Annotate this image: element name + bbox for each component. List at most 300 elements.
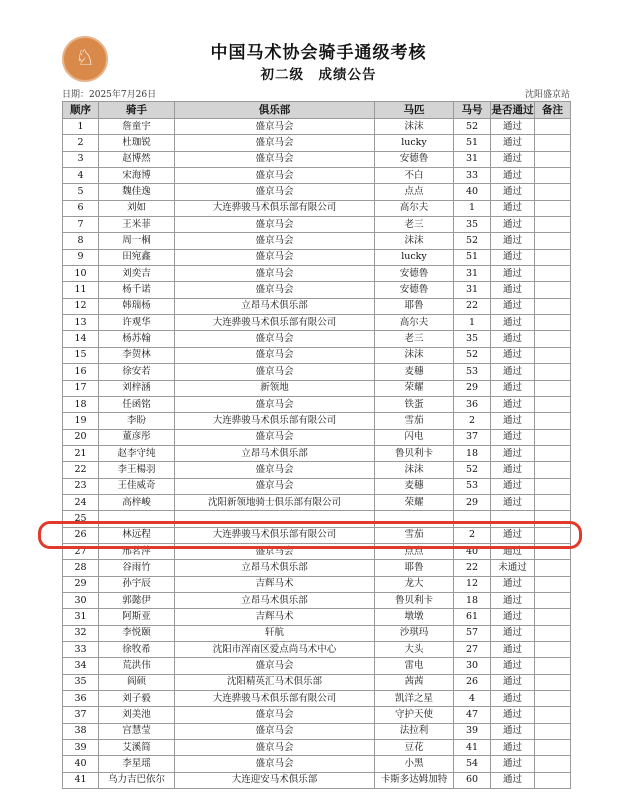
rider-cell: 刘梓涵 — [99, 380, 175, 396]
horse-cell: 龙大 — [375, 576, 454, 592]
remark-cell — [535, 756, 571, 772]
table-row — [63, 691, 571, 707]
order-cell: 17 — [63, 380, 99, 396]
club-cell: 大连骅骏马术俱乐部有限公司 — [175, 527, 375, 543]
remark-cell — [535, 576, 571, 592]
horse-number-cell: 52 — [454, 233, 491, 249]
association-logo: ♘ — [62, 36, 108, 82]
rider-cell: 阎硕 — [99, 674, 175, 690]
order-cell: 4 — [63, 168, 99, 184]
club-cell: 盛京马会 — [175, 184, 375, 200]
remark-cell — [535, 249, 571, 265]
club-cell: 盛京马会 — [175, 151, 375, 167]
horse-cell: 高尔夫 — [375, 315, 454, 331]
remark-cell — [535, 723, 571, 739]
club-cell: 盛京马会 — [175, 168, 375, 184]
club-cell: 立昂马术俱乐部 — [175, 445, 375, 461]
pass-cell: 通过 — [491, 151, 535, 167]
rider-cell: 徐牧希 — [99, 642, 175, 658]
pass-cell: 通过 — [491, 642, 535, 658]
horse-number-cell: 36 — [454, 396, 491, 412]
pass-cell: 通过 — [491, 249, 535, 265]
table-row — [63, 413, 571, 429]
horse-number-cell: 33 — [454, 168, 491, 184]
pass-cell: 通过 — [491, 445, 535, 461]
rider-cell: 李悦颐 — [99, 625, 175, 641]
pass-cell: 通过 — [491, 658, 535, 674]
remark-cell — [535, 772, 571, 788]
table-row — [63, 151, 571, 167]
remark-cell — [535, 609, 571, 625]
order-cell: 41 — [63, 772, 99, 788]
rider-cell: 李盼 — [99, 413, 175, 429]
horse-number-cell: 53 — [454, 364, 491, 380]
remark-cell — [535, 642, 571, 658]
pass-cell: 通过 — [491, 462, 535, 478]
order-cell: 31 — [63, 609, 99, 625]
remark-cell — [535, 168, 571, 184]
club-cell: 大连迎安马术俱乐部 — [175, 772, 375, 788]
horse-number-cell: 30 — [454, 658, 491, 674]
remark-cell — [535, 560, 571, 576]
table-row — [63, 543, 571, 559]
table-row — [63, 494, 571, 510]
horse-cell: 铁蛋 — [375, 396, 454, 412]
rider-cell: 董彦彤 — [99, 429, 175, 445]
horse-number-cell: 51 — [454, 249, 491, 265]
col-header-horse-number: 马号 — [454, 102, 491, 119]
rider-cell: 徐安若 — [99, 364, 175, 380]
horse-number-cell: 1 — [454, 315, 491, 331]
pass-cell: 通过 — [491, 233, 535, 249]
pass-cell: 通过 — [491, 119, 535, 135]
rider-cell: 魏佳逸 — [99, 184, 175, 200]
rider-cell: 田宛鑫 — [99, 249, 175, 265]
order-cell: 11 — [63, 282, 99, 298]
order-cell: 39 — [63, 740, 99, 756]
rider-cell: 郭懿伊 — [99, 592, 175, 608]
club-cell: 大连骅骏马术俱乐部有限公司 — [175, 200, 375, 216]
pass-cell: 通过 — [491, 494, 535, 510]
pass-cell: 通过 — [491, 184, 535, 200]
table-row — [63, 658, 571, 674]
pass-cell: 通过 — [491, 135, 535, 151]
club-cell: 新领地 — [175, 380, 375, 396]
horse-cell: 墩墩 — [375, 609, 454, 625]
club-cell: 盛京马会 — [175, 543, 375, 559]
table-row — [63, 772, 571, 788]
club-cell: 立昂马术俱乐部 — [175, 560, 375, 576]
order-cell: 3 — [63, 151, 99, 167]
horse-cell: 麦穗 — [375, 478, 454, 494]
order-cell: 12 — [63, 298, 99, 314]
col-header-remark: 备注 — [535, 102, 571, 119]
pass-cell: 未通过 — [491, 560, 535, 576]
rider-cell: 高梓峻 — [99, 494, 175, 510]
table-row — [63, 756, 571, 772]
club-cell: 盛京马会 — [175, 478, 375, 494]
remark-cell — [535, 511, 571, 527]
club-cell: 大连骅骏马术俱乐部有限公司 — [175, 691, 375, 707]
club-cell: 盛京马会 — [175, 658, 375, 674]
remark-cell — [535, 119, 571, 135]
club-cell: 沈阳精英汇马术俱乐部 — [175, 674, 375, 690]
horse-number-cell: 37 — [454, 429, 491, 445]
horse-number-cell: 40 — [454, 543, 491, 559]
rider-cell: 杨苏翰 — [99, 331, 175, 347]
table-row — [63, 282, 571, 298]
rider-cell: 林远程 — [99, 527, 175, 543]
club-cell — [175, 511, 375, 527]
rider-cell: 刘子毅 — [99, 691, 175, 707]
order-cell: 20 — [63, 429, 99, 445]
horse-number-cell: 54 — [454, 756, 491, 772]
horse-cell: 安德鲁 — [375, 151, 454, 167]
pass-cell: 通过 — [491, 396, 535, 412]
remark-cell — [535, 445, 571, 461]
order-cell: 5 — [63, 184, 99, 200]
rider-cell: 宫慧莹 — [99, 723, 175, 739]
col-header-order: 顺序 — [63, 102, 99, 119]
remark-cell — [535, 707, 571, 723]
club-cell: 吉辉马术 — [175, 609, 375, 625]
table-row — [63, 249, 571, 265]
horse-number-cell — [454, 511, 491, 527]
horse-cell: 点点 — [375, 543, 454, 559]
remark-cell — [535, 462, 571, 478]
table-row — [63, 364, 571, 380]
rider-cell: 乌力吉巴依尔 — [99, 772, 175, 788]
remark-cell — [535, 135, 571, 151]
table-row — [63, 576, 571, 592]
horse-number-cell: 2 — [454, 413, 491, 429]
remark-cell — [535, 691, 571, 707]
horse-number-cell: 27 — [454, 642, 491, 658]
horse-cell: 雪茄 — [375, 527, 454, 543]
club-cell: 盛京马会 — [175, 756, 375, 772]
horse-cell: lucky — [375, 249, 454, 265]
order-cell: 30 — [63, 592, 99, 608]
table-row — [63, 511, 571, 527]
order-cell: 6 — [63, 200, 99, 216]
horse-cell: 雷电 — [375, 658, 454, 674]
club-cell: 盛京马会 — [175, 396, 375, 412]
horse-number-cell: 22 — [454, 560, 491, 576]
pass-cell: 通过 — [491, 380, 535, 396]
horse-number-cell: 1 — [454, 200, 491, 216]
pass-cell: 通过 — [491, 364, 535, 380]
order-cell: 10 — [63, 266, 99, 282]
club-cell: 盛京马会 — [175, 217, 375, 233]
table-row — [63, 168, 571, 184]
horse-number-cell: 29 — [454, 494, 491, 510]
pass-cell: 通过 — [491, 609, 535, 625]
order-cell: 35 — [63, 674, 99, 690]
pass-cell: 通过 — [491, 576, 535, 592]
horse-cell: 麦穗 — [375, 364, 454, 380]
remark-cell — [535, 217, 571, 233]
pass-cell: 通过 — [491, 543, 535, 559]
table-row — [63, 396, 571, 412]
club-cell: 沈阳新领地骑士俱乐部有限公司 — [175, 494, 375, 510]
remark-cell — [535, 315, 571, 331]
club-cell: 盛京马会 — [175, 740, 375, 756]
col-header-rider: 骑手 — [99, 102, 175, 119]
rider-cell: 谷雨竹 — [99, 560, 175, 576]
horse-cell: 守护天使 — [375, 707, 454, 723]
horse-number-cell: 31 — [454, 266, 491, 282]
pass-cell: 通过 — [491, 331, 535, 347]
horse-number-cell: 47 — [454, 707, 491, 723]
table-row — [63, 609, 571, 625]
table-row — [63, 527, 571, 543]
horse-cell: 高尔夫 — [375, 200, 454, 216]
rider-cell: 赵李守纯 — [99, 445, 175, 461]
order-cell: 38 — [63, 723, 99, 739]
remark-cell — [535, 282, 571, 298]
table-row — [63, 200, 571, 216]
table-row — [63, 217, 571, 233]
rider-cell: 艾溪简 — [99, 740, 175, 756]
order-cell: 33 — [63, 642, 99, 658]
club-cell: 盛京马会 — [175, 462, 375, 478]
horse-number-cell: 40 — [454, 184, 491, 200]
order-cell: 23 — [63, 478, 99, 494]
rider-cell: 周一桐 — [99, 233, 175, 249]
rider-cell: 詹童宇 — [99, 119, 175, 135]
table-row — [63, 315, 571, 331]
order-cell: 21 — [63, 445, 99, 461]
pass-cell: 通过 — [491, 723, 535, 739]
horse-cell: 沫沫 — [375, 233, 454, 249]
rider-cell: 阿斯亚 — [99, 609, 175, 625]
order-cell: 8 — [63, 233, 99, 249]
club-cell: 大连骅骏马术俱乐部有限公司 — [175, 315, 375, 331]
pass-cell: 通过 — [491, 740, 535, 756]
horse-cell: 老三 — [375, 217, 454, 233]
rider-cell: 李贺林 — [99, 347, 175, 363]
order-cell: 9 — [63, 249, 99, 265]
club-cell: 轩航 — [175, 625, 375, 641]
horse-cell — [375, 511, 454, 527]
remark-cell — [535, 266, 571, 282]
horse-number-cell: 26 — [454, 674, 491, 690]
remark-cell — [535, 625, 571, 641]
club-cell: 盛京马会 — [175, 135, 375, 151]
horse-number-cell: 57 — [454, 625, 491, 641]
remark-cell — [535, 151, 571, 167]
rider-cell: 李王楊羽 — [99, 462, 175, 478]
pass-cell: 通过 — [491, 217, 535, 233]
order-cell: 25 — [63, 511, 99, 527]
horse-cell: 鲁贝利卡 — [375, 445, 454, 461]
order-cell: 28 — [63, 560, 99, 576]
horse-cell: 安德鲁 — [375, 282, 454, 298]
horse-cell: 不白 — [375, 168, 454, 184]
horse-number-cell: 22 — [454, 298, 491, 314]
horse-cell: 沫沫 — [375, 119, 454, 135]
table-row — [63, 674, 571, 690]
horse-number-cell: 4 — [454, 691, 491, 707]
horse-cell: 茜茜 — [375, 674, 454, 690]
order-cell: 40 — [63, 756, 99, 772]
pass-cell: 通过 — [491, 282, 535, 298]
order-cell: 19 — [63, 413, 99, 429]
rider-cell: 王佳威奇 — [99, 478, 175, 494]
order-cell: 18 — [63, 396, 99, 412]
rider-cell: 任函铭 — [99, 396, 175, 412]
order-cell: 7 — [63, 217, 99, 233]
pass-cell: 通过 — [491, 168, 535, 184]
header-row — [63, 102, 571, 119]
pass-cell: 通过 — [491, 691, 535, 707]
pass-cell: 通过 — [491, 756, 535, 772]
club-cell: 盛京马会 — [175, 429, 375, 445]
horse-cell: 耶鲁 — [375, 560, 454, 576]
horse-number-cell: 12 — [454, 576, 491, 592]
page-title: 中国马术协会骑手通级考核 — [210, 43, 427, 63]
order-cell: 34 — [63, 658, 99, 674]
horse-cell: 豆花 — [375, 740, 454, 756]
table-row — [63, 347, 571, 363]
exam-date: 日期：2025年7月26日 — [62, 90, 157, 100]
horse-cell: 闪电 — [375, 429, 454, 445]
pass-cell: 通过 — [491, 772, 535, 788]
club-cell: 盛京马会 — [175, 233, 375, 249]
table-row — [63, 592, 571, 608]
horse-cell: 雪茄 — [375, 413, 454, 429]
club-cell: 吉辉马术 — [175, 576, 375, 592]
horse-cell: 法拉利 — [375, 723, 454, 739]
pass-cell: 通过 — [491, 298, 535, 314]
rider-cell: 王米菲 — [99, 217, 175, 233]
club-cell: 盛京马会 — [175, 249, 375, 265]
order-cell: 2 — [63, 135, 99, 151]
remark-cell — [535, 184, 571, 200]
remark-cell — [535, 674, 571, 690]
remark-cell — [535, 364, 571, 380]
club-cell: 立昂马术俱乐部 — [175, 592, 375, 608]
pass-cell: 通过 — [491, 527, 535, 543]
horse-number-cell: 31 — [454, 282, 491, 298]
order-cell: 36 — [63, 691, 99, 707]
remark-cell — [535, 200, 571, 216]
pass-cell: 通过 — [491, 200, 535, 216]
exam-venue: 沈阳盛京站 — [524, 90, 570, 100]
table-row — [63, 266, 571, 282]
club-cell: 盛京马会 — [175, 364, 375, 380]
table-row — [63, 298, 571, 314]
horse-number-cell: 52 — [454, 462, 491, 478]
horse-number-cell: 29 — [454, 380, 491, 396]
order-cell: 37 — [63, 707, 99, 723]
horse-number-cell: 18 — [454, 592, 491, 608]
rider-cell: 刘美池 — [99, 707, 175, 723]
order-cell: 13 — [63, 315, 99, 331]
horse-number-cell: 52 — [454, 119, 491, 135]
order-cell: 16 — [63, 364, 99, 380]
table-row — [63, 625, 571, 641]
remark-cell — [535, 478, 571, 494]
order-cell: 27 — [63, 543, 99, 559]
remark-cell — [535, 233, 571, 249]
pass-cell: 通过 — [491, 707, 535, 723]
table-row — [63, 560, 571, 576]
horse-cell: 沫沫 — [375, 462, 454, 478]
horse-number-cell: 31 — [454, 151, 491, 167]
horse-number-cell: 41 — [454, 740, 491, 756]
club-cell: 盛京马会 — [175, 707, 375, 723]
remark-cell — [535, 658, 571, 674]
table-row — [63, 380, 571, 396]
rider-cell: 赵博然 — [99, 151, 175, 167]
horse-cell: 沙琪玛 — [375, 625, 454, 641]
table-row — [63, 119, 571, 135]
rider-cell: 刘如 — [99, 200, 175, 216]
rider-cell — [99, 511, 175, 527]
rider-cell: 杜珈锐 — [99, 135, 175, 151]
horse-number-cell: 2 — [454, 527, 491, 543]
horse-cell: 大头 — [375, 642, 454, 658]
remark-cell — [535, 298, 571, 314]
club-cell: 盛京马会 — [175, 347, 375, 363]
order-cell: 14 — [63, 331, 99, 347]
pass-cell: 通过 — [491, 347, 535, 363]
horse-cell: 荣耀 — [375, 494, 454, 510]
remark-cell — [535, 494, 571, 510]
remark-cell — [535, 592, 571, 608]
horse-cell: 沫沫 — [375, 347, 454, 363]
horse-cell: 鲁贝利卡 — [375, 592, 454, 608]
club-cell: 盛京马会 — [175, 331, 375, 347]
club-cell: 盛京马会 — [175, 282, 375, 298]
pass-cell: 通过 — [491, 429, 535, 445]
order-cell: 15 — [63, 347, 99, 363]
horse-cell: 荣耀 — [375, 380, 454, 396]
horse-number-cell: 35 — [454, 331, 491, 347]
rider-cell: 杨千诺 — [99, 282, 175, 298]
club-cell: 立昂马术俱乐部 — [175, 298, 375, 314]
col-header-club: 俱乐部 — [175, 102, 375, 119]
remark-cell — [535, 543, 571, 559]
horse-number-cell: 52 — [454, 347, 491, 363]
club-cell: 沈阳市浑南区爱点尚马术中心 — [175, 642, 375, 658]
horse-cell: 卡斯多达姆加特 — [375, 772, 454, 788]
horse-number-cell: 18 — [454, 445, 491, 461]
order-cell: 22 — [63, 462, 99, 478]
meta-row — [62, 87, 570, 101]
table-row — [63, 642, 571, 658]
pass-cell: 通过 — [491, 625, 535, 641]
rider-cell: 刘奕吉 — [99, 266, 175, 282]
results-table — [62, 101, 571, 789]
table-row — [63, 723, 571, 739]
horse-number-cell: 60 — [454, 772, 491, 788]
order-cell: 29 — [63, 576, 99, 592]
order-cell: 26 — [63, 527, 99, 543]
remark-cell — [535, 380, 571, 396]
club-cell: 盛京马会 — [175, 723, 375, 739]
rider-cell: 韩瑞杨 — [99, 298, 175, 314]
table-row — [63, 184, 571, 200]
rider-cell: 李星瑶 — [99, 756, 175, 772]
rider-cell: 邢茗萍 — [99, 543, 175, 559]
horse-cell: 点点 — [375, 184, 454, 200]
remark-cell — [535, 740, 571, 756]
table-row — [63, 740, 571, 756]
col-header-pass: 是否通过 — [491, 102, 535, 119]
order-cell: 1 — [63, 119, 99, 135]
